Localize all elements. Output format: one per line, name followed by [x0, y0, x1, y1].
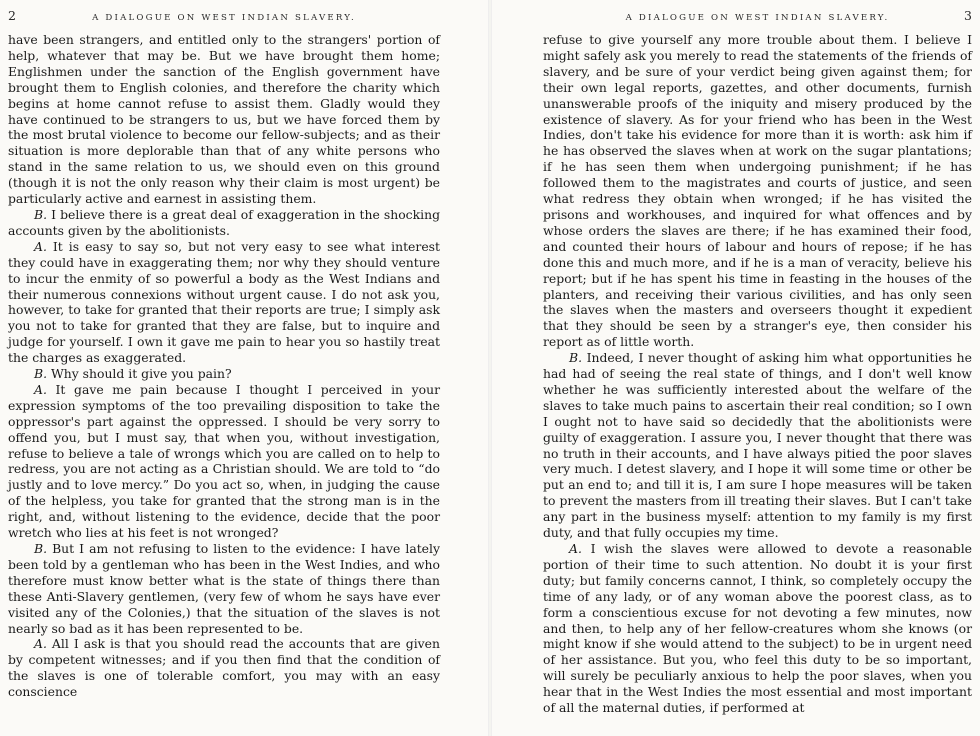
paragraph — [8, 366, 440, 382]
right-page-header — [543, 10, 972, 32]
left-page-header — [8, 10, 440, 32]
running-head: A DIALOGUE ON WEST INDIAN SLAVERY. — [625, 13, 890, 23]
right-page — [490, 0, 980, 736]
right-page-body — [543, 32, 972, 716]
page-number: 3 — [964, 8, 972, 23]
paragraph-text: It is easy to say so, but not very easy to see what interest they could have in exaggerating them; nor why they should venture to incur the enmity of so powerful a body as the West Indians and their numerous connexions without urgent cause. I do not ask you, however, to take for granted that their reports are true; I simply ask you not to take for granted that they are false, but to inquire and judge for yourself. I own it gave me pain to hear you so hastily treat the charges as exaggerated. — [8, 238, 440, 366]
paragraph — [543, 541, 972, 716]
paragraph-text: refuse to give yourself any more trouble about them. I believe I might safely ask you merely to read the statements of the friends of slavery, and be sure of your verdict being given against them; for their own legal reports, gazettes, and other documents, furnish unanswerable proofs of the iniquity and misery produced by the existence of slavery. As for your friend who has been in the West Indies, don't take his evidence for more than it is worth: ask him if he has observed the slaves when at work on the sugar plantations; if he has seen them when undergoing punishment; if he has followed them to the magistrates and courts of justice, and seen what redress they obtain when wronged; if he has visited the prisons and workhouses, and inquired for what offences and by whose orders the slaves are there; if he has examined their food, and counted their hours of labour and hours of repose; if he has done this and much more, and if he is a man of veracity, believe his report; but if he has spent his time in feasting in the houses of the planters, and receiving their various civilities, and has only seen the slaves when the masters and overseers thought it expedient that they should be seen by a stranger's eye, then consider his report as of little worth. — [543, 32, 972, 350]
left-page-body — [8, 32, 440, 700]
speaker-label: A. — [34, 636, 47, 652]
paragraph-text: But I am not refusing to listen to the evidence: I have lately been told by a gentleman who has been in the West Indies, and who therefore must know better what is the state of things there than these Anti-Slavery gentlemen, (very few of whom he says have ever visited any of the Colonies,) that the situation of the slaves is not nearly so bad as it has been represented to be. — [8, 541, 440, 636]
paragraph — [8, 541, 440, 636]
paragraph-text: Indeed, I never thought of asking him what opportunities he had had of seeing the real state of things, and I don't well know whether he was sufficiently interested about the welfare of the slaves to take much pains to ascertain their real condition; so I own I ought not to have said so decidedly that the abolitionists were guilty of exaggeration. I assure you, I never thought that there was no truth in their accounts, and I have always pitied the poor slaves very much. I detest slavery, and I hope it will some time or other be put an end to; and till it is, I am sure I hope measures will be taken to prevent the masters from ill treating their slaves. But I can't take any part in the business myself: attention to my family is my first duty, and that fully occupies my time. — [543, 350, 972, 541]
paragraph — [8, 32, 440, 207]
paragraph — [8, 239, 440, 366]
speaker-label: B. — [569, 350, 583, 366]
speaker-label: B. — [34, 366, 48, 382]
paragraph — [543, 32, 972, 350]
paragraph-text: Why should it give you pain? — [51, 366, 232, 382]
paragraph-text: All I ask is that you should read the accounts that are given by competent witnesses; and if you then find that the condition of the slaves is one of tolerable comfort, you may with an easy conscience — [8, 636, 440, 700]
paragraph-text: I wish the slaves were allowed to devote a reasonable portion of their time to such attention. No doubt it is your first duty; but family concerns cannot, I think, so completely occupy the time of any lady, or of any woman above the poorest class, as to form a conscientious excuse for not devoting a few minutes, now and then, to help any of her fellow-creatures whom she knows (or might know if she would attend to the subject) to be in urgent need of her assistance. But you, who feel this duty to be so important, will surely be peculiarly anxious to help the poor slaves, when you hear that in the West Indies the most essential and most important of all the maternal duties, if performed at — [543, 541, 972, 716]
paragraph — [8, 382, 440, 541]
paragraph-text: have been strangers, and entitled only to the strangers' portion of help, whatever that may be. But we have brought them home; Englishmen under the sanction of the English government have brought them to English colonies, and therefore the charity which begins at home cannot refuse to assist them. Gladly would they have continued to be strangers to us, but we have forced them by the most brutal violence to become our fellow-subjects; and as their situation is more deplorable than that of any white persons who stand in the same relation to us, we should even on this ground (though it is not the only reason why their claim is most urgent) be particularly active and earnest in assisting them. — [8, 32, 440, 207]
speaker-label: B. — [34, 541, 48, 556]
paragraph-text: It gave me pain because I thought I perceived in your expression symptoms of the too prevailing disposition to take the oppressor's part against the oppressed. I should be very sorry to offend you, but I must say, that when you, without investigation, refuse to believe a tale of wrongs which you are called on to help to redress, you are not acting as a Christian should. We are told to “do justly and to love mercy.” Do you act so, when, in judging the cause of the helpless, you take for granted that the strong man is in the right, and, without listening to the evidence, decide that the poor wretch who lies at his feet is not wronged? — [8, 381, 440, 541]
speaker-label: B. — [34, 206, 48, 222]
speaker-label: A. — [34, 238, 47, 254]
paragraph — [8, 207, 440, 239]
paragraph — [8, 636, 440, 700]
paragraph-text: I believe there is a great deal of exaggeration in the shocking accounts given by the abolitionists. — [8, 206, 440, 238]
speaker-label: A. — [569, 541, 582, 556]
speaker-label: A. — [34, 381, 47, 397]
running-head: A DIALOGUE ON WEST INDIAN SLAVERY. — [92, 13, 356, 23]
paragraph — [543, 350, 972, 541]
page-number: 2 — [8, 8, 16, 23]
